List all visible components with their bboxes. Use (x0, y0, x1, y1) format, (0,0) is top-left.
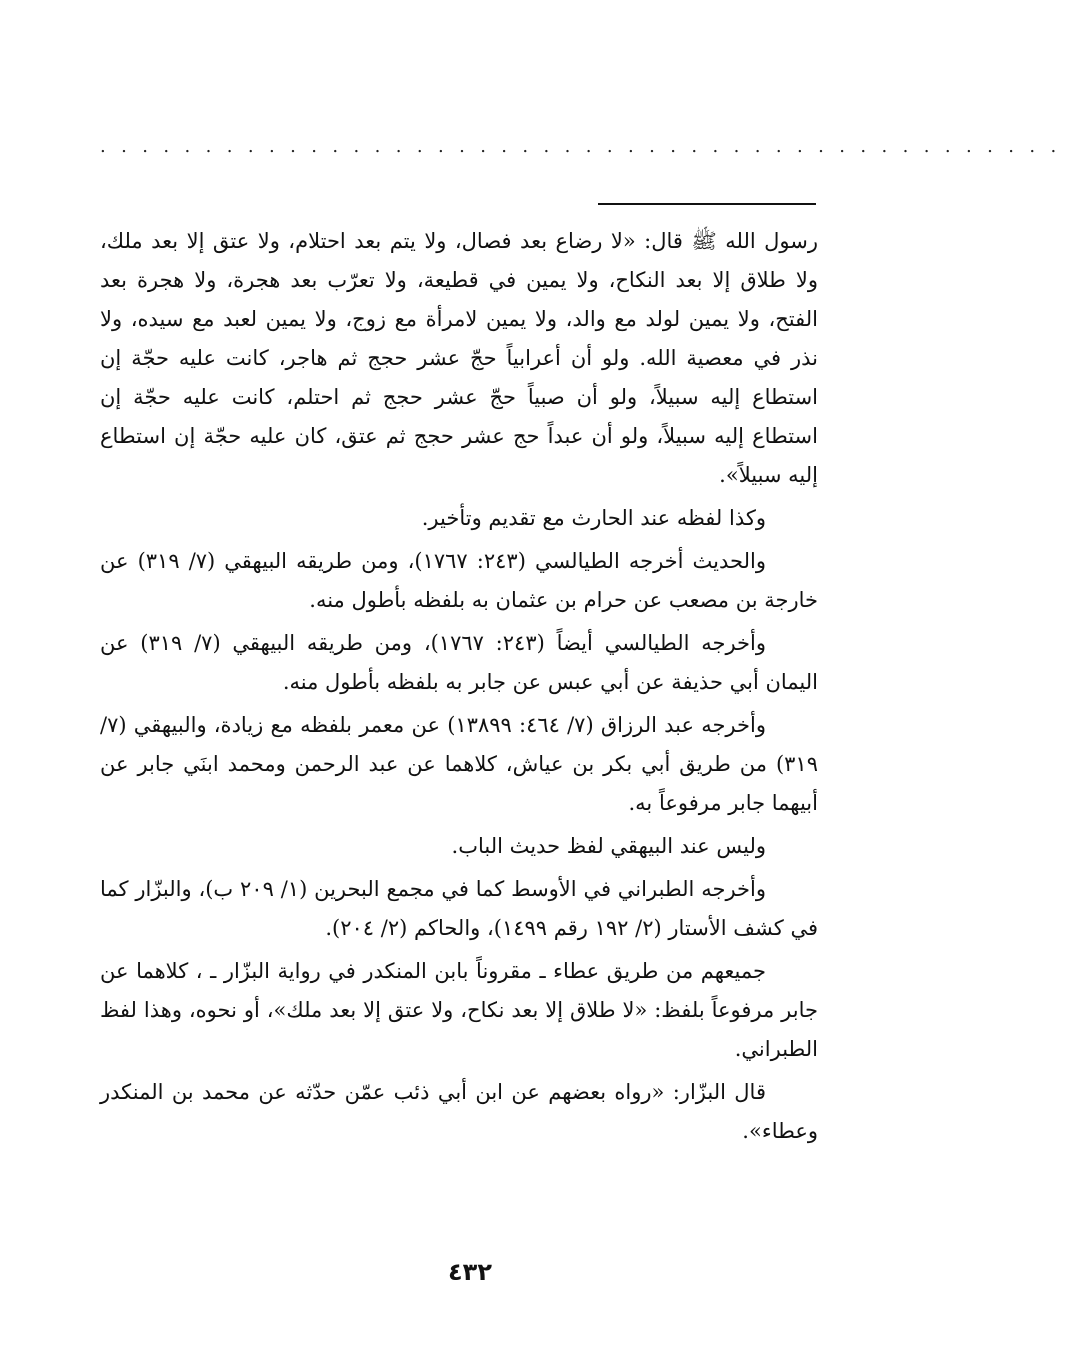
paragraph-bayhaqi-note: وليس عند البيهقي لفظ حديث الباب. (451, 834, 766, 858)
paragraph-abdurrazzaq: وأخرجه عبد الرزاق (٧/ ٤٦٤: ١٣٨٩٩) عن معمر بلفظه مع زيادة، والبيهقي (٧/ ٣١٩) من طريق أبي بكر بن عياش، كلاهما عن عبد الرحمن ومحمد ابنَي جابر عن أبيهما جابر مرفوعاً به. (100, 713, 818, 815)
paragraph-hadith-text: رسول الله ﷺ قال: «لا رضاع بعد فصال، ولا يتم بعد احتلام، ولا عتق إلا بعد ملك، ولا طلاق إلا بعد النكاح، ولا يمين في قطيعة، ولا تعرّب بعد هجرة، ولا هجرة بعد الفتح، ولا يمين لولد مع والد، ولا يمين لامرأة مع زوج، ولا يمين لعبد مع سيده، ولا نذر في معصية الله. ولو أن أعرابياً حجّ عشر حجج ثم هاجر، كانت عليه حجّة إن استطاع إليه سبيلاً، ولو أن صبياً حجّ عشر حجج ثم احتلم، كانت عليه حجّة إن استطاع إليه سبيلاً، ولو أن عبداً حج عشر حجج ثم عتق، كان عليه حجّة إن استطاع إليه سبيلاً». (100, 229, 818, 487)
paragraph-bazzar-quote: قال البزّار: «رواه بعضهم عن ابن أبي ذئب عمّن حدّثه عن محمد بن المنكدر وعطاء». (100, 1080, 818, 1143)
footnote-rule (598, 203, 816, 205)
paragraph-ata-route: جميعهم من طريق عطاء ـ مقروناً بابن المنكدر في رواية البزّار ـ ، كلاهما عن جابر مرفوعاً بلفظ: «لا طلاق إلا بعد نكاح، ولا عتق إلا بعد ملك»، أو نحوه، وهذا لفظ الطبراني. (100, 959, 818, 1061)
paragraph-harith-note: وكذا لفظه عند الحارث مع تقديم وتأخير. (421, 506, 766, 530)
dotted-separator: .............................................. (100, 136, 1072, 157)
footnote-body (100, 222, 818, 1155)
paragraph-tabarani: وأخرجه الطبراني في الأوسط كما في مجمع البحرين (١/ ٢٠٩ ب)، والبزّار كما في كشف الأستار (٢/ ١٩٢ رقم ١٤٩٩)، والحاكم (٢/ ٢٠٤). (100, 877, 818, 940)
paragraph-tayalisi-1: والحديث أخرجه الطيالسي (٢٤٣: ١٧٦٧)، ومن طريقه البيهقي (٧/ ٣١٩) عن خارجة بن مصعب عن حرام بن عثمان به بلفظه بأطول منه. (100, 549, 818, 612)
paragraph-tayalisi-2: وأخرجه الطيالسي أيضاً (٢٤٣: ١٧٦٧)، ومن طريقه البيهقي (٧/ ٣١٩) عن اليمان أبي حذيفة عن أبي عبس عن جابر به بلفظه بأطول منه. (100, 631, 818, 694)
page-number: ٤٣٢ (448, 1258, 492, 1286)
